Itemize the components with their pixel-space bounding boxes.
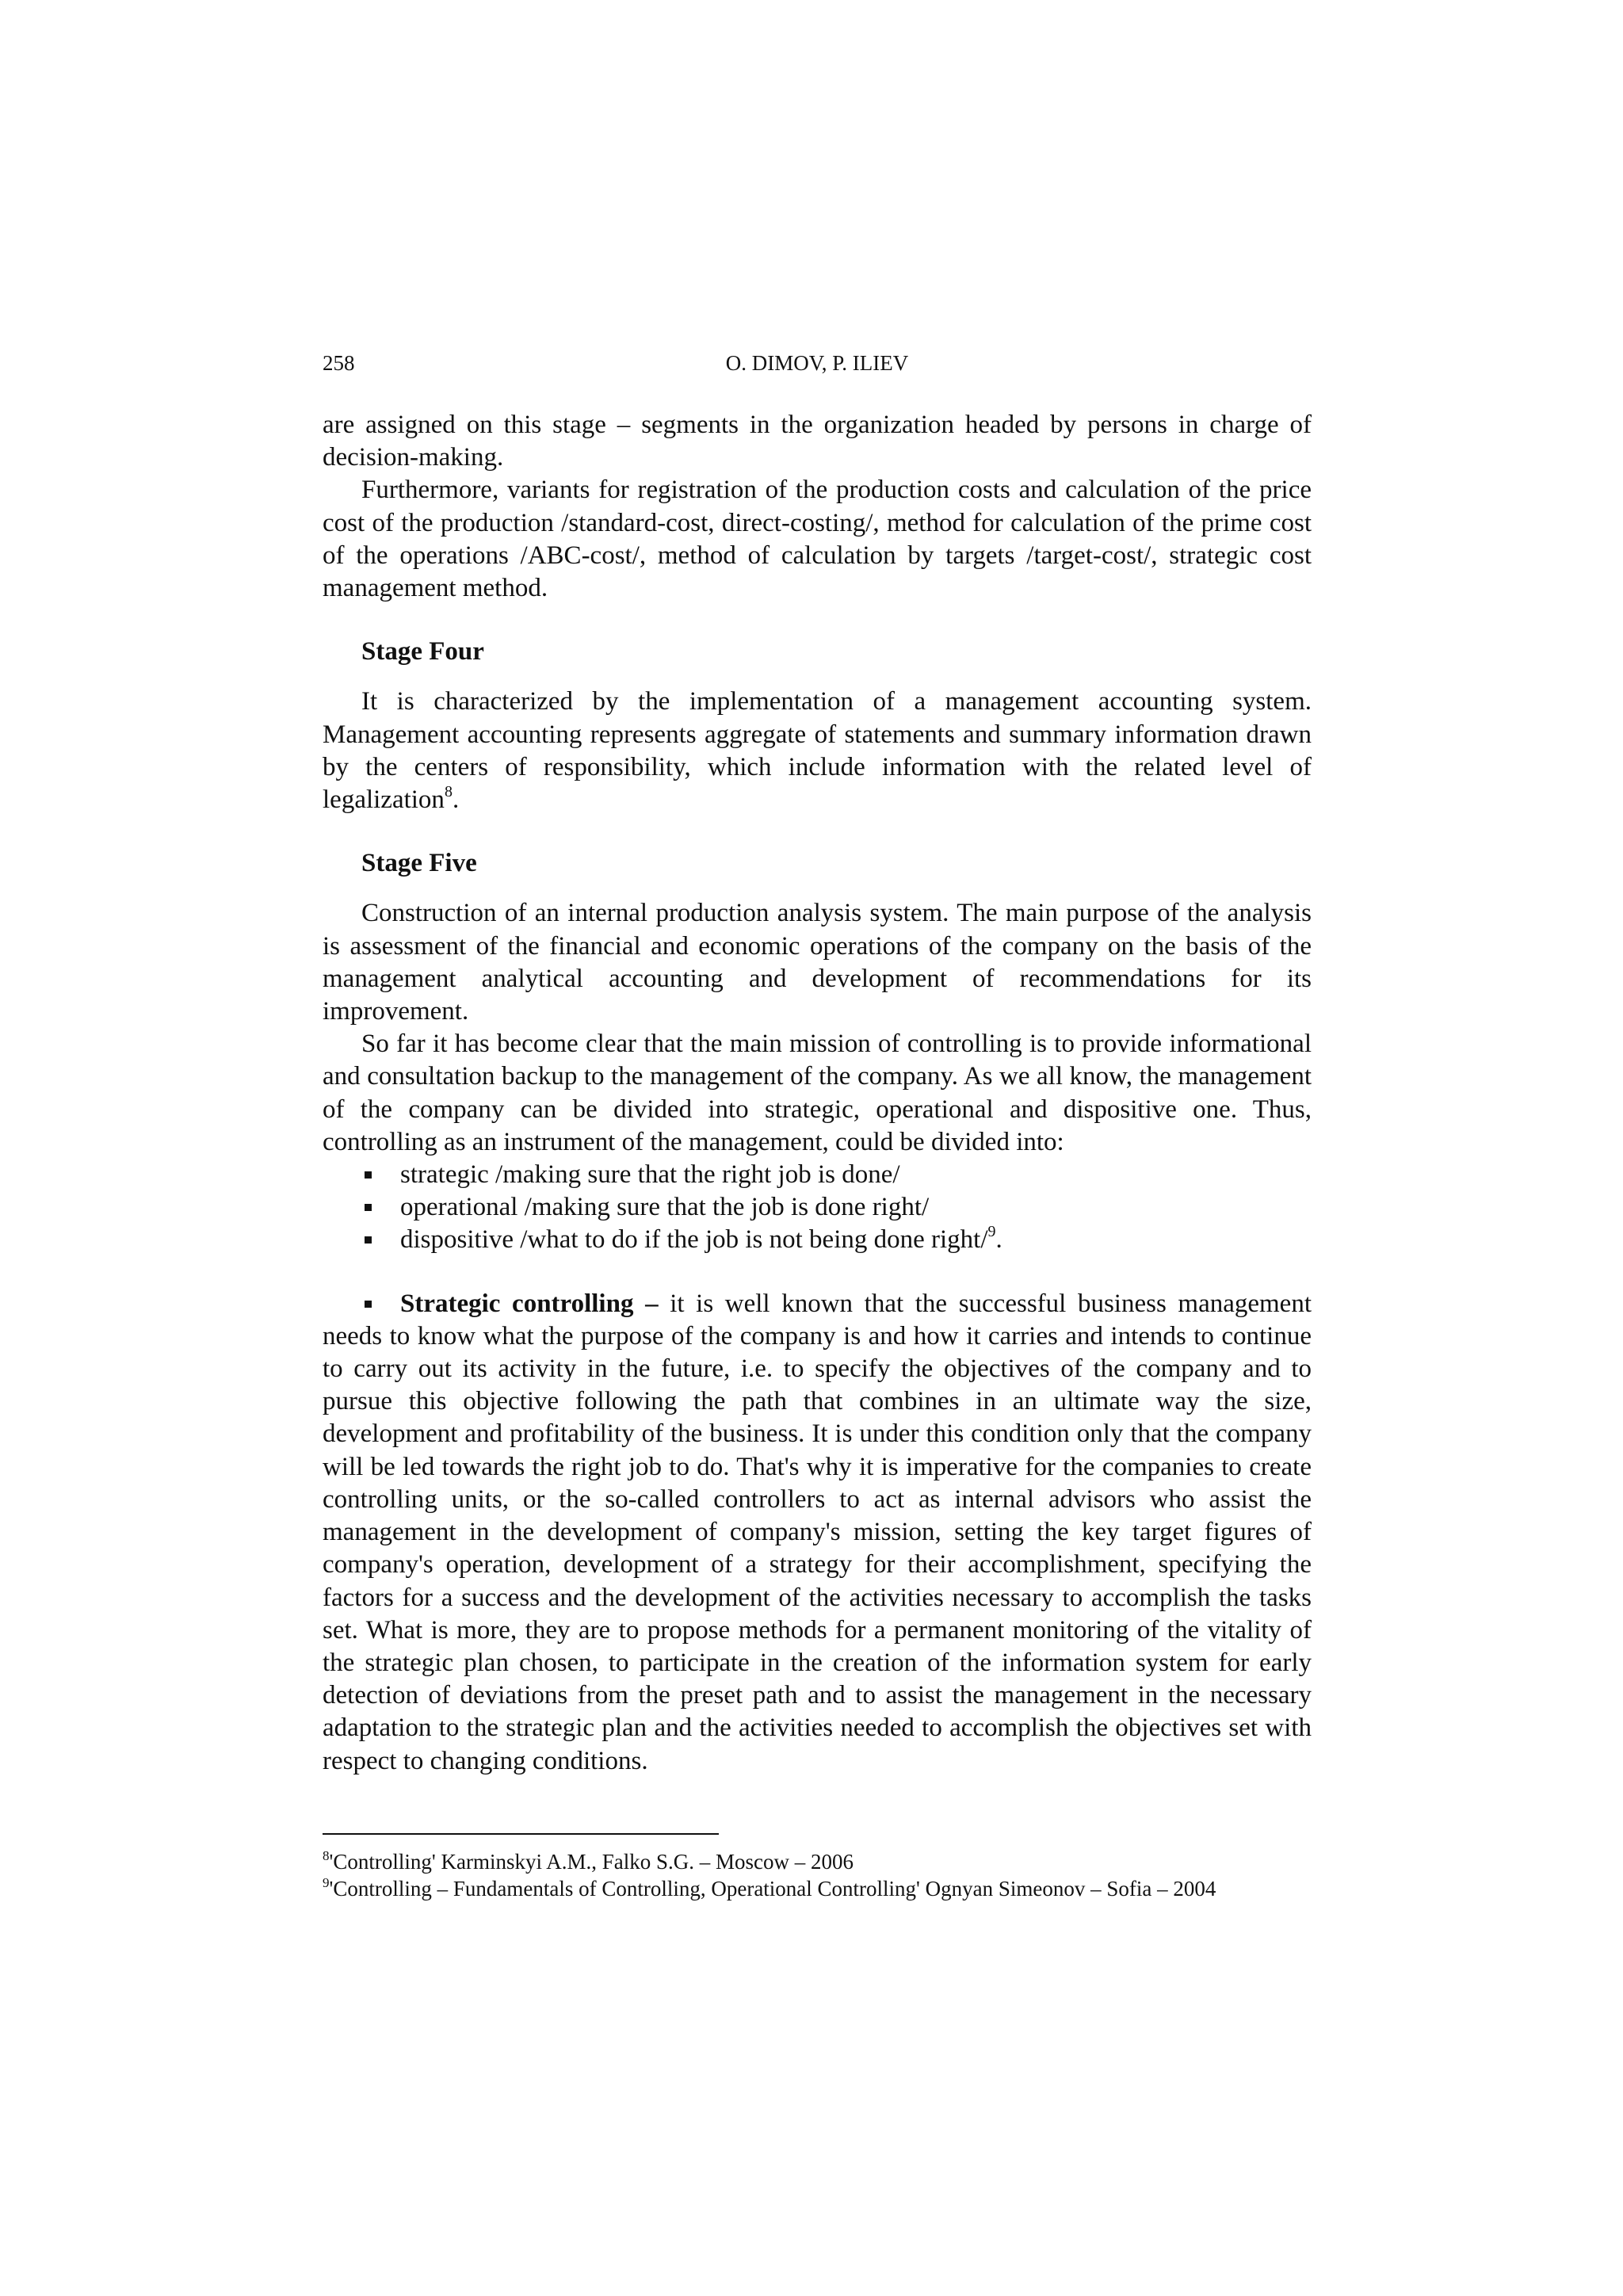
paragraph: Construction of an internal production analysis system. The main purpose of the analysis is assessment of the financial and economic operations of the company on the basis of the management analytical accounting and development of recommendations for its improvement. (323, 899, 1312, 1026)
paragraph: It is characterized by the implementation of a management accounting system. Management accounting represents aggregate of statements and summary information drawn by the centers of responsibility, which include information with the related level of legalization$^8$. (323, 687, 1312, 815)
list-item: strategic /making sure that the right job is done/ (323, 1159, 1312, 1191)
square-bullet-icon (365, 1301, 372, 1308)
section-heading-stage-four: Stage Four (361, 637, 484, 667)
footnotes (323, 1848, 1312, 1902)
page-number: 258 (323, 351, 355, 375)
footnote-ref: 9 (987, 1223, 996, 1241)
list-item: operational /making sure that the job is done right/ (323, 1191, 1312, 1224)
bullet-list (323, 1159, 1312, 1257)
footnote-divider (323, 1833, 719, 1835)
paragraph: are assigned on this stage – segments in the organization headed by persons in charge of decision-making. (323, 411, 1312, 472)
paragraph: Furthermore, variants for registration of the production costs and calculation of the price cost of the production /standard-cost, direct-costing/, method for calculation of the prime cost of the operations /ABC-cost/, method of calculation by targets /target-cost/, strategic cost management method. (323, 476, 1312, 603)
square-bullet-icon (365, 1204, 372, 1211)
square-bullet-icon (365, 1236, 372, 1244)
footnote: $^9$'Controlling – Fundamentals of Controlling, Operational Controlling' Ognyan Simeonov – Sofia – 2004 (323, 1875, 1216, 1901)
running-title: O. DIMOV, P. ILIEV (725, 351, 909, 375)
page-header (323, 347, 1312, 379)
square-bullet-icon (365, 1171, 372, 1179)
section-heading-stage-five: Stage Five (361, 849, 477, 878)
footnote-ref: 8 (444, 783, 453, 801)
paragraph-strategic-controlling: Strategic controlling – it is well known that the successful business management needs to know what the purpose of the company is and how it carries and intends to continue to carry out its activity in the future, i.e. to specify the objectives of the company and to pursue this objective following the path that combines in an ultimate way the size, development and profitability of the business. It is under this condition only that the company will be led towards the right job to do. That's why it is imperative for the companies to create controlling units, or the so-called controllers to act as internal advisors who assist the management in the development of company's mission, setting the key target figures of company's operation, development of a strategy for their accomplishment, specifying the factors for a success and the development of the activities necessary to accomplish the tasks set. What is more, they are to propose methods for a permanent monitoring of the vitality of the strategic plan chosen, to participate in the creation of the information system for early detection of deviations from the preset path and to assist the management in the necessary adaptation to the strategic plan and the activities needed to accomplish the objectives set with respect to changing conditions. (323, 1289, 1312, 1775)
term-strategic-controlling: Strategic controlling – (400, 1289, 659, 1318)
footnote: $^8$'Controlling' Karminskyi A.M., Falko S.G. – Moscow – 2006 (323, 1848, 854, 1874)
list-item: dispositive /what to do if the job is not being done right/$^9$. (323, 1224, 1312, 1256)
body-text (323, 409, 1312, 1778)
paragraph: So far it has become clear that the main mission of controlling is to provide informational and consultation backup to the management of the company. As we all know, the management of the company can be divided into strategic, operational and dispositive one. Thus, controlling as an instrument of the management, could be divided into: (323, 1030, 1312, 1156)
